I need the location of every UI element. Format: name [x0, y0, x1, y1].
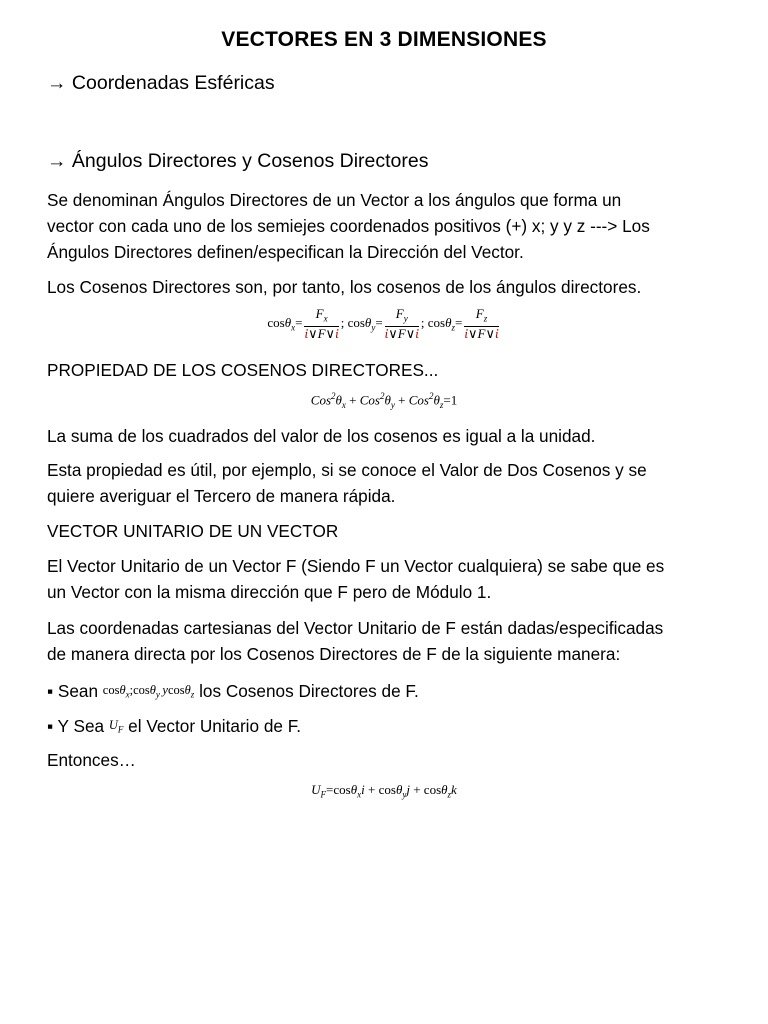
paragraph-line: de manera directa por los Cosenos Directores de F de la siguiente manera:: [47, 644, 621, 664]
bullet-sean: ▪ Sean cosθ$_x$;cosθ$_y$ ycosθ$_z$ los Cosenos Directores de F.: [47, 681, 419, 701]
paragraph-line: El Vector Unitario de un Vector F (Siendo F un Vector cualquiera) se sabe que es: [47, 556, 665, 576]
paragraph-line: Se denominan Ángulos Directores de un Vector a los ángulos que forma un: [47, 190, 622, 210]
bullet-y-sea: ▪ Y Sea $U_F$ el Vector Unitario de F.: [47, 716, 302, 736]
propiedad-heading: PROPIEDAD DE LOS COSENOS DIRECTORES...: [47, 360, 439, 380]
inline-cosines-math: cosθ$_x$;cosθ$_y$ ycosθ$_z$: [102, 683, 195, 700]
paragraph-line: vector con cada uno de los semiejes coordenados positivos (+) x; y y z ---> Los: [47, 216, 650, 236]
unit-vector-formula: $U_F=\cos\theta_xi + \cos\theta_yj + \cos\theta_zk$: [311, 782, 457, 800]
paragraph-line: un Vector con la misma dirección que F pero de Módulo 1.: [47, 582, 492, 602]
inline-unit-vector-math: $U_F$: [108, 718, 124, 735]
section-coordenadas-esfericas: → Coordenadas Esféricas: [47, 72, 275, 94]
paragraph-line: La suma de los cuadrados del valor de los cosenos es igual a la unidad.: [47, 426, 596, 446]
paragraph-line: Ángulos Directores definen/especifican la Dirección del Vector.: [47, 242, 524, 262]
section-angulos-directores: → Ángulos Directores y Cosenos Directores: [47, 150, 429, 172]
unitario-heading: VECTOR UNITARIO DE UN VECTOR: [47, 521, 339, 541]
paragraph-line: quiere averiguar el Tercero de manera rápida.: [47, 486, 396, 506]
direction-cosines-formula: cosθ$_x$= $\frac{F_x}{\text{ἰ∨F∨ἰ}}$ ; cosθ$_y$= $\frac{F_y}{\text{ἰ∨F∨ἰ}}$ ; cosθ$_z$= $\frac{F_z}{\text{ἰ∨F∨ἰ}}$: [267, 306, 499, 341]
paragraph-line: Las coordenadas cartesianas del Vector Unitario de F están dadas/especificadas: [47, 618, 664, 638]
page-title: VECTORES EN 3 DIMENSIONES: [221, 28, 547, 51]
sum-of-squares-formula: $Cos^2\theta_x + Cos^2\theta_y + Cos^2\theta_z=1$: [310, 391, 458, 410]
paragraph-line: Los Cosenos Directores son, por tanto, los cosenos de los ángulos directores.: [47, 277, 642, 297]
entonces-text: Entonces…: [47, 750, 136, 770]
paragraph-line: Esta propiedad es útil, por ejemplo, si se conoce el Valor de Dos Cosenos y se: [47, 460, 647, 480]
